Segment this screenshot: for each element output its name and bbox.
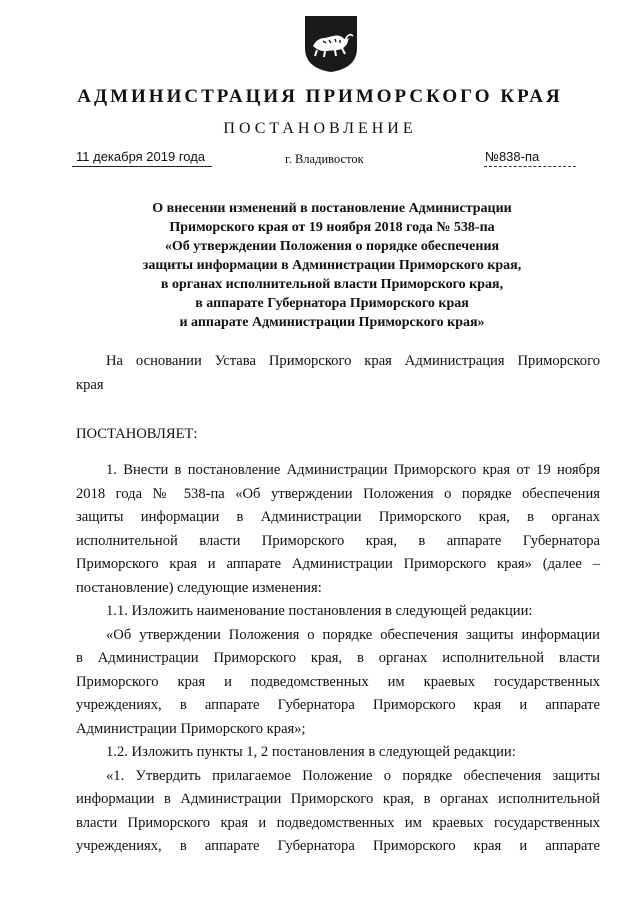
organization-name: АДМИНИСТРАЦИЯ ПРИМОРСКОГО КРАЯ (77, 86, 563, 107)
text-line: «Об утверждении Положения о порядке обеспечения защиты информации (106, 626, 600, 643)
date-underline (72, 166, 212, 167)
basis-paragraph (76, 350, 600, 397)
text-line: информации в Администрации Приморского края, в органах исполнительной (76, 791, 600, 807)
text-line: 2018 года № 538-па «Об утверждении Положения о порядке обеспечения (76, 485, 600, 502)
text-line: власти Приморского края и подведомственных им краевых государственных (76, 814, 600, 831)
title-line: «Об утверждении Положения о порядке обеспечения (164, 239, 500, 254)
text-line: в Администрации Приморского края, в органах исполнительной власти (76, 650, 600, 666)
text-line: учреждениях, в аппарате Губернатора Приморского края и аппарате (76, 697, 600, 713)
text-line: Администрации Приморского края»; (76, 720, 306, 737)
text-line: постановление) следующие изменения: (76, 579, 322, 596)
coat-of-arms-icon (303, 14, 359, 74)
document-date: 11 декабря 2019 года (76, 149, 206, 164)
text-line: Приморского края и подведомственных им краевых государственных (76, 673, 600, 690)
text-line: На основании Устава Приморского края Администрация Приморского (106, 353, 600, 369)
text-line: 1.1. Изложить наименование постановления в следующей редакции: (106, 603, 533, 619)
title-line: и аппарате Администрации Приморского края» (179, 315, 485, 330)
text-line: 1.2. Изложить пункты 1, 2 постановления в следующей редакции: (106, 744, 516, 760)
text-line: Приморского края и аппарате Администрации Приморского края» (далее – (76, 556, 600, 572)
title-line: защиты информации в Администрации Приморского края, (142, 258, 522, 273)
text-line: исполнительной власти Приморского края, в аппарате Губернатора (76, 532, 600, 549)
decree-word (76, 423, 600, 447)
text-line: учреждениях, в аппарате Губернатора Приморского края и аппарате (76, 838, 600, 854)
text-line: защиты информации в Администрации Приморского края, в органах (76, 509, 600, 525)
title-line: О внесении изменений в постановление Администрации (152, 201, 512, 216)
text-line: «1. Утвердить прилагаемое Положение о порядке обеспечения защиты (106, 767, 600, 784)
text-line: 1. Внести в постановление Администрации Приморского края от 19 ноября (106, 462, 600, 478)
text-line: края (76, 376, 104, 393)
number-underline (484, 166, 576, 167)
document-number: №838-па (485, 149, 540, 164)
main-text (76, 459, 600, 859)
document-type: ПОСТАНОВЛЕНИЕ (223, 120, 417, 137)
title-line: в органах исполнительной власти Приморского края, (160, 277, 504, 292)
document-city: г. Владивосток (285, 152, 364, 166)
title-line: Приморского края от 19 ноября 2018 года № 538-па (169, 220, 495, 235)
title-line: в аппарате Губернатора Приморского края (195, 296, 469, 311)
document-title (100, 199, 564, 332)
text-line: ПОСТАНОВЛЯЕТ: (76, 426, 198, 442)
